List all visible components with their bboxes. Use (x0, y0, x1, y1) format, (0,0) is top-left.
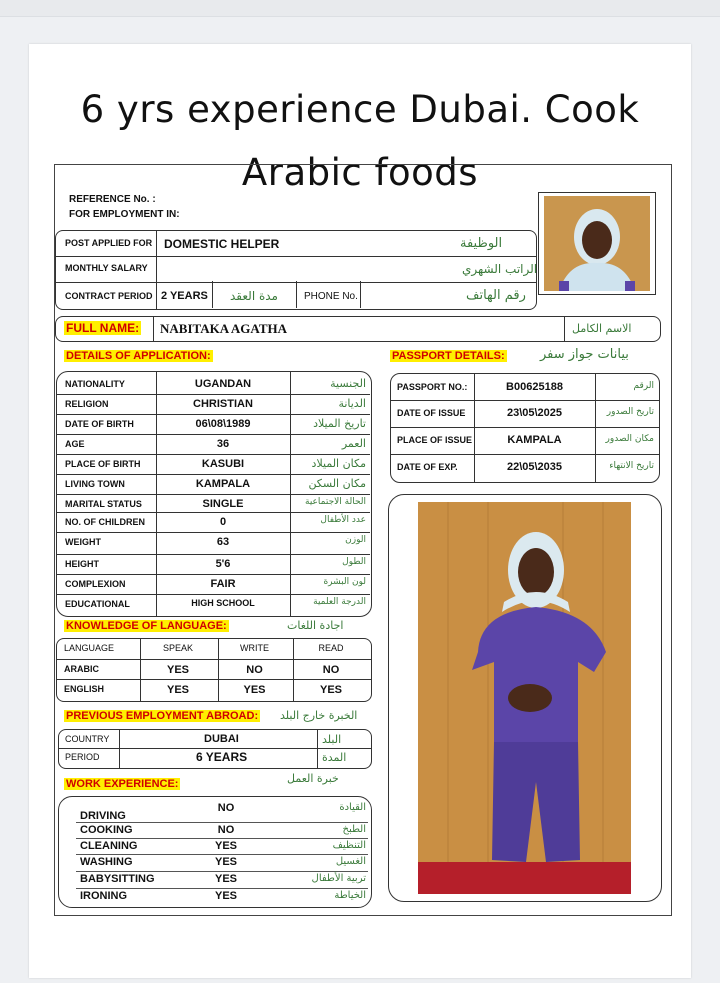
details-label: WEIGHT (65, 537, 101, 547)
details-value: FAIR (210, 578, 236, 590)
country-value: DUBAI (204, 733, 239, 745)
work-value: YES (214, 856, 237, 868)
details-row-divider (56, 414, 370, 415)
details-ar: الدرجة العلمية (313, 597, 366, 607)
work-label: CLEANING (80, 840, 138, 852)
language-cell: YES (166, 684, 189, 696)
details-value: 63 (216, 536, 230, 548)
work-ar: الخياطة (334, 890, 366, 901)
passport-heading: PASSPORT DETAILS: (392, 350, 505, 362)
salary-label: MONTHLY SALARY (65, 263, 148, 273)
work-ar: تربية الأطفال (311, 873, 366, 884)
passport-ar: تاريخ الانتهاء (609, 461, 654, 471)
language-header: SPEAK (162, 643, 193, 653)
headline-line-2: Arabic foods (241, 151, 479, 194)
details-row-divider (56, 594, 370, 595)
work-label: DRIVING (80, 810, 126, 822)
previous-heading: PREVIOUS EMPLOYMENT ABROAD: (66, 710, 259, 722)
details-row-divider (56, 494, 370, 495)
phone-ar: رقم الهاتف (466, 288, 526, 303)
language-header: READ (318, 643, 344, 653)
passport-value: 23\05\2025 (506, 407, 563, 419)
headline-line-1: 6 yrs experience Dubai. Cook (80, 88, 640, 131)
details-label: MARITAL STATUS (65, 499, 142, 509)
language-heading: KNOWLEDGE OF LANGUAGE: (66, 620, 227, 632)
work-ar: الغسيل (335, 856, 366, 867)
work-label: COOKING (80, 824, 133, 836)
details-label: PLACE OF BIRTH (65, 459, 141, 469)
work-value: YES (214, 840, 237, 852)
details-label: LIVING TOWN (65, 479, 125, 489)
language-cell: NO (322, 664, 340, 676)
work-value: NO (217, 824, 235, 836)
details-heading: DETAILS OF APPLICATION: (66, 350, 211, 362)
phone-label: PHONE No. (304, 291, 358, 302)
period-value: 6 YEARS (196, 750, 248, 764)
passport-heading-ar: بيانات جواز سفر (540, 347, 629, 362)
details-ar: العمر (341, 437, 366, 450)
full-name-value: NABITAKA AGATHA (160, 321, 288, 336)
details-value: 36 (216, 438, 230, 450)
details-label: NATIONALITY (65, 379, 125, 389)
salary-ar: الراتب الشهري (462, 262, 538, 276)
details-row-divider (56, 532, 370, 533)
work-row-divider (76, 838, 368, 839)
country-label: COUNTRY (65, 734, 110, 744)
work-row-divider (76, 888, 368, 889)
post-label: POST APPLIED FOR (65, 238, 153, 248)
details-ar: الحالة الاجتماعية (305, 497, 366, 507)
details-label: RELIGION (65, 399, 109, 409)
details-value: CHRISTIAN (193, 398, 253, 410)
employment-label: FOR EMPLOYMENT IN: (69, 209, 180, 220)
details-ar: عدد الأطفال (320, 515, 366, 525)
details-label: COMPLEXION (65, 579, 126, 589)
work-ar: القيادة (339, 802, 366, 813)
details-row-divider (56, 454, 370, 455)
post-ar: الوظيفة (460, 236, 503, 251)
viewer-top-bar (0, 0, 720, 17)
details-value: KASUBI (201, 458, 245, 470)
passport-value: B00625188 (506, 381, 563, 393)
work-row-divider (76, 871, 368, 872)
language-heading-ar: اجادة اللغات (287, 619, 344, 632)
full-body-photo (418, 502, 631, 894)
details-ar: مكان السكن (308, 477, 366, 490)
details-ar: الطول (342, 557, 366, 567)
details-label: NO. OF CHILDREN (65, 517, 145, 527)
full-name-ar: الاسم الكامل (572, 322, 632, 335)
details-label: AGE (65, 439, 85, 449)
full-name-label: FULL NAME: (66, 321, 140, 335)
passport-ar: تاريخ الصدور (606, 407, 654, 417)
work-label: BABYSITTING (80, 873, 155, 885)
previous-heading-ar: الخبرة خارج البلد (280, 709, 358, 722)
work-row-divider (76, 854, 368, 855)
language-cell: YES (166, 664, 189, 676)
passport-label: DATE OF ISSUE (397, 408, 466, 418)
details-row-divider (56, 554, 370, 555)
contract-ar: مدة العقد (230, 289, 278, 303)
work-value: YES (214, 873, 237, 885)
details-row-divider (56, 574, 370, 575)
language-cell: NO (246, 664, 263, 676)
details-value: 0 (219, 516, 227, 528)
contract-label: CONTRACT PERIOD (65, 291, 153, 301)
work-value: YES (214, 890, 237, 902)
period-label: PERIOD (65, 752, 100, 762)
work-ar: الطبخ (342, 824, 366, 835)
details-ar: مكان الميلاد (311, 457, 366, 470)
details-value: 06\08\1989 (195, 418, 251, 430)
language-cell: YES (319, 684, 342, 696)
details-value: SINGLE (202, 498, 244, 510)
full-name-box (55, 316, 661, 342)
work-heading: WORK EXPERIENCE: (66, 778, 179, 790)
passport-value: KAMPALA (507, 434, 562, 446)
language-header: WRITE (240, 643, 269, 653)
passport-label: DATE OF EXP. (397, 462, 458, 472)
details-row-divider (56, 512, 370, 513)
post-value: DOMESTIC HELPER (164, 237, 280, 251)
passport-label: PLACE OF ISSUE (397, 435, 473, 445)
work-value: NO (217, 802, 235, 814)
details-row-divider (56, 434, 370, 435)
work-row-divider (76, 822, 368, 823)
work-label: IRONING (80, 890, 128, 902)
details-row-divider (56, 474, 370, 475)
details-row-divider (56, 394, 370, 395)
language-cell: ARABIC (64, 664, 99, 674)
passport-value: 22\05\2035 (506, 461, 563, 473)
details-value: UGANDAN (194, 378, 252, 390)
details-ar: الجنسية (330, 377, 366, 390)
country-ar: البلد (322, 733, 342, 746)
period-ar: المدة (322, 751, 347, 764)
language-cell: ENGLISH (64, 684, 105, 694)
passport-ar: مكان الصدور (605, 434, 654, 444)
details-label: DATE OF BIRTH (65, 419, 134, 429)
details-ar: لون البشرة (323, 577, 366, 587)
passport-label: PASSPORT NO.: (397, 382, 468, 392)
work-label: WASHING (80, 856, 133, 868)
work-heading-ar: خبرة العمل (287, 772, 339, 785)
contract-value: 2 YEARS (161, 290, 208, 302)
language-header: LANGUAGE (64, 643, 115, 653)
reference-label: REFERENCE No. : (69, 194, 156, 205)
details-ar: الوزن (345, 535, 366, 545)
passport-ar: الرقم (633, 381, 654, 391)
details-label: EDUCATIONAL (65, 599, 130, 609)
details-value: KAMPALA (195, 478, 251, 490)
headshot-photo (538, 192, 656, 295)
details-label: HEIGHT (65, 559, 100, 569)
language-cell: YES (243, 684, 266, 696)
details-ar: الديانة (338, 397, 366, 410)
details-value: HIGH SCHOOL (191, 598, 255, 608)
details-ar: تاريخ الميلاد (313, 417, 366, 430)
work-ar: التنظيف (332, 840, 366, 851)
details-value: 5'6 (215, 558, 231, 570)
